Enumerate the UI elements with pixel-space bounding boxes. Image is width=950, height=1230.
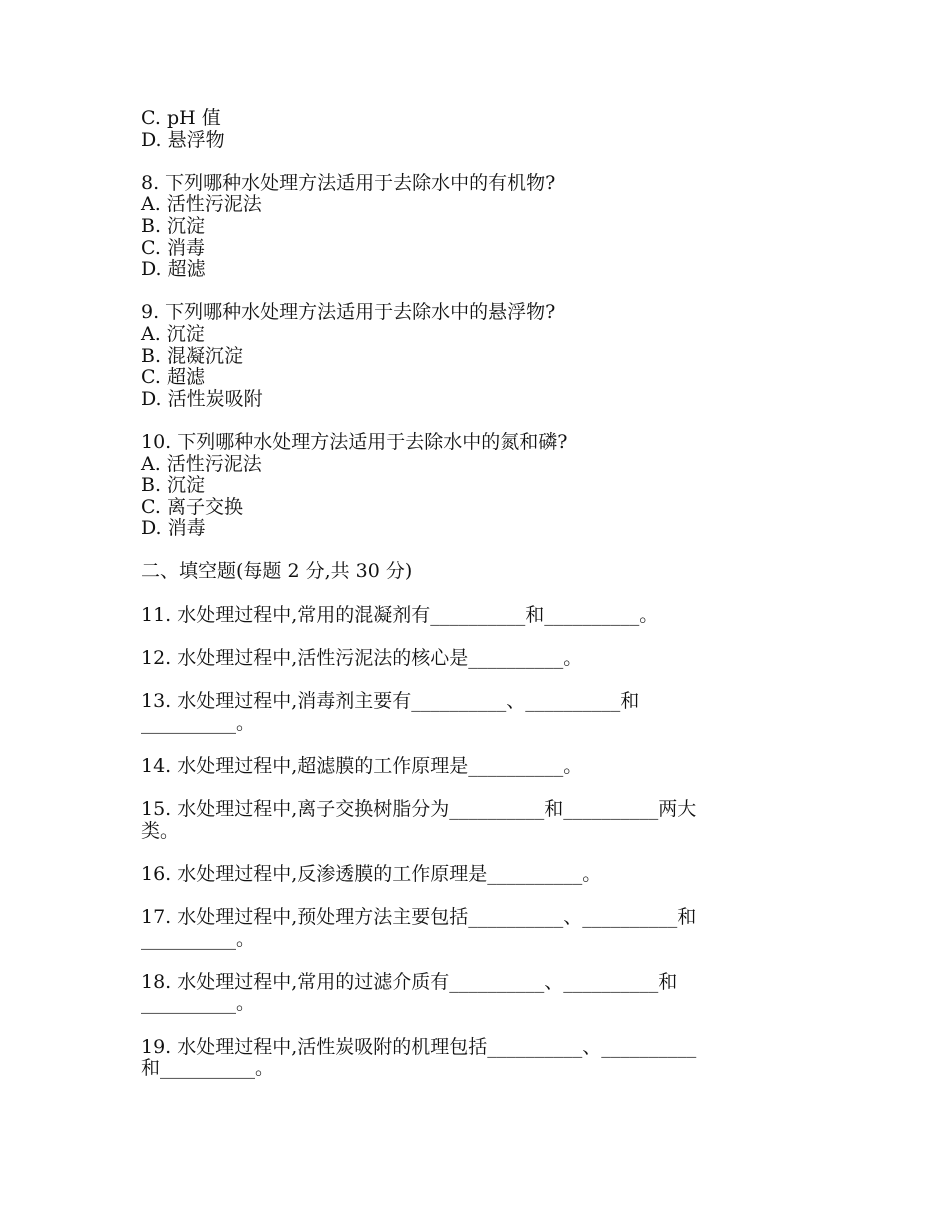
question-8 bbox=[141, 173, 801, 281]
option-a: A. 活性污泥法 bbox=[141, 452, 262, 475]
option-c: C. 超滤 bbox=[141, 366, 205, 389]
fill-in-question-12 bbox=[141, 648, 801, 670]
option-b: B. 沉淀 bbox=[141, 214, 206, 237]
option-c: C. pH 值 bbox=[141, 107, 221, 129]
fill-in-question-13 bbox=[141, 691, 801, 734]
question-stem: 9. 下列哪种水处理方法适用于去除水中的悬浮物? bbox=[141, 301, 556, 324]
option-d: D. 消毒 bbox=[141, 517, 206, 540]
question-text: 11. 水处理过程中,常用的混凝剂有__________和__________。 bbox=[141, 603, 659, 626]
option-d: D. 活性炭吸附 bbox=[141, 387, 263, 410]
question-stem: 10. 下列哪种水处理方法适用于去除水中的氮和磷? bbox=[141, 430, 568, 453]
section-heading: 二、填空题(每题 2 分,共 30 分) bbox=[141, 560, 413, 583]
question-text-continued: __________。 bbox=[141, 927, 256, 950]
question-text-continued: 类。 bbox=[141, 819, 180, 842]
question-text: 19. 水处理过程中,活性炭吸附的机理包括__________、__________ bbox=[141, 1035, 697, 1058]
document-page bbox=[141, 108, 801, 1080]
question-text-continued: __________。 bbox=[141, 992, 256, 1015]
fill-in-question-14 bbox=[141, 756, 801, 778]
question-text: 15. 水处理过程中,离子交换树脂分为__________和__________两大 bbox=[141, 798, 697, 820]
question-text-continued: 和__________。 bbox=[141, 1057, 275, 1080]
previous-question-options bbox=[141, 108, 801, 151]
question-text: 12. 水处理过程中,活性污泥法的核心是__________。 bbox=[141, 646, 583, 669]
option-d: D. 悬浮物 bbox=[141, 128, 225, 151]
option-b: B. 混凝沉淀 bbox=[141, 344, 244, 367]
fill-in-question-16 bbox=[141, 864, 801, 886]
question-text-continued: __________。 bbox=[141, 711, 256, 734]
question-10 bbox=[141, 432, 801, 540]
fill-in-question-15 bbox=[141, 799, 801, 842]
question-stem: 8. 下列哪种水处理方法适用于去除水中的有机物? bbox=[141, 171, 556, 194]
question-text: 16. 水处理过程中,反渗透膜的工作原理是__________。 bbox=[141, 862, 602, 885]
option-d: D. 超滤 bbox=[141, 258, 206, 281]
question-text: 17. 水处理过程中,预处理方法主要包括__________、__________和 bbox=[141, 905, 697, 928]
fill-in-question-18 bbox=[141, 972, 801, 1015]
option-c: C. 消毒 bbox=[141, 236, 205, 259]
question-text: 18. 水处理过程中,常用的过滤介质有__________、__________和 bbox=[141, 970, 678, 993]
option-a: A. 沉淀 bbox=[141, 322, 205, 345]
option-c: C. 离子交换 bbox=[141, 495, 243, 518]
question-text: 14. 水处理过程中,超滤膜的工作原理是__________。 bbox=[141, 754, 583, 777]
question-text: 13. 水处理过程中,消毒剂主要有__________、__________和 bbox=[141, 690, 640, 713]
question-9 bbox=[141, 302, 801, 410]
fill-in-question-11 bbox=[141, 605, 801, 627]
fill-in-question-19 bbox=[141, 1037, 801, 1080]
option-a: A. 活性污泥法 bbox=[141, 193, 262, 216]
fill-in-question-17 bbox=[141, 907, 801, 950]
option-b: B. 沉淀 bbox=[141, 474, 206, 497]
